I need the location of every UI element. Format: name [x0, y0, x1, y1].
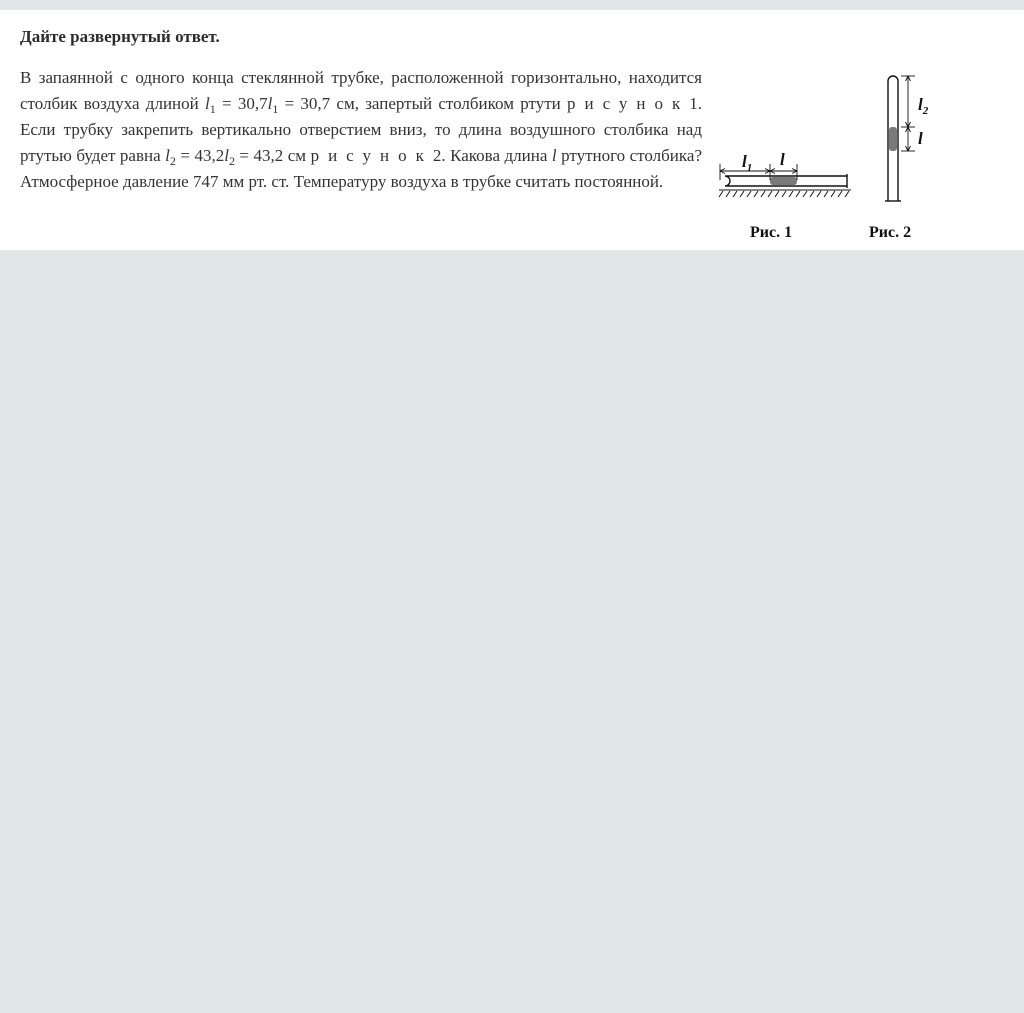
mercury-column-vertical	[889, 127, 897, 151]
tube-diagram	[715, 64, 945, 244]
var-l: l	[551, 146, 557, 165]
text-part: = 43,2	[175, 146, 225, 165]
text-part: = 30,7 см, запертый столбиком ртути	[278, 94, 567, 113]
fig1-caption: Рис. 1	[750, 224, 793, 241]
task-card	[0, 10, 1024, 250]
figure-ref-word: рисунок	[566, 94, 690, 113]
var-l2-sub: 2	[169, 154, 176, 168]
svg-text:l1	[742, 152, 752, 174]
var-l1-sub: 1	[209, 102, 216, 116]
label-l1: l	[742, 152, 747, 171]
text-part: = 30,7	[215, 94, 268, 113]
svg-text:l2	[918, 95, 929, 117]
figure-ref-word: рисунок	[310, 146, 433, 165]
var-l2-sub: 2	[228, 154, 235, 168]
var-l1: l	[205, 94, 210, 113]
text-part: В запаянной с одного конца стеклянной трубке, расположенной горизонтально, находится столбик воздуха длиной	[20, 68, 702, 113]
task-heading: Дайте развернутый ответ.	[20, 27, 220, 46]
figure-ref-num: 1	[689, 94, 698, 113]
text-part: = 43,2 см	[234, 146, 311, 165]
var-l2: l	[224, 146, 229, 165]
figure-ref-num: 2	[432, 146, 442, 165]
tube-figure	[715, 64, 945, 244]
var-l1-sub: 1	[272, 102, 279, 116]
label-l2-sub: 2	[922, 105, 929, 117]
problem-text	[20, 65, 702, 195]
surface-hatching	[719, 190, 851, 197]
var-l2: l	[165, 146, 170, 165]
label-l-fig2: l	[918, 129, 923, 148]
dimension-lines-fig2	[901, 76, 915, 151]
text-part: . Если трубку закрепить вертикально отверстием вниз, то длина воздушного столбика над ртутью будет равна	[20, 94, 703, 165]
text-part: . Какова длина	[441, 146, 552, 165]
label-l-fig1: l	[780, 150, 785, 169]
text-part: ртутного столбика? Атмосферное давление 747 мм рт. ст. Температуру воздуха в трубке считать постоянной.	[20, 146, 702, 191]
label-l2: l	[918, 95, 923, 114]
fig2-caption: Рис. 2	[869, 224, 912, 241]
var-l1: l	[267, 94, 273, 113]
mercury-column-horizontal	[770, 177, 797, 185]
label-l1-sub: 1	[746, 162, 753, 174]
